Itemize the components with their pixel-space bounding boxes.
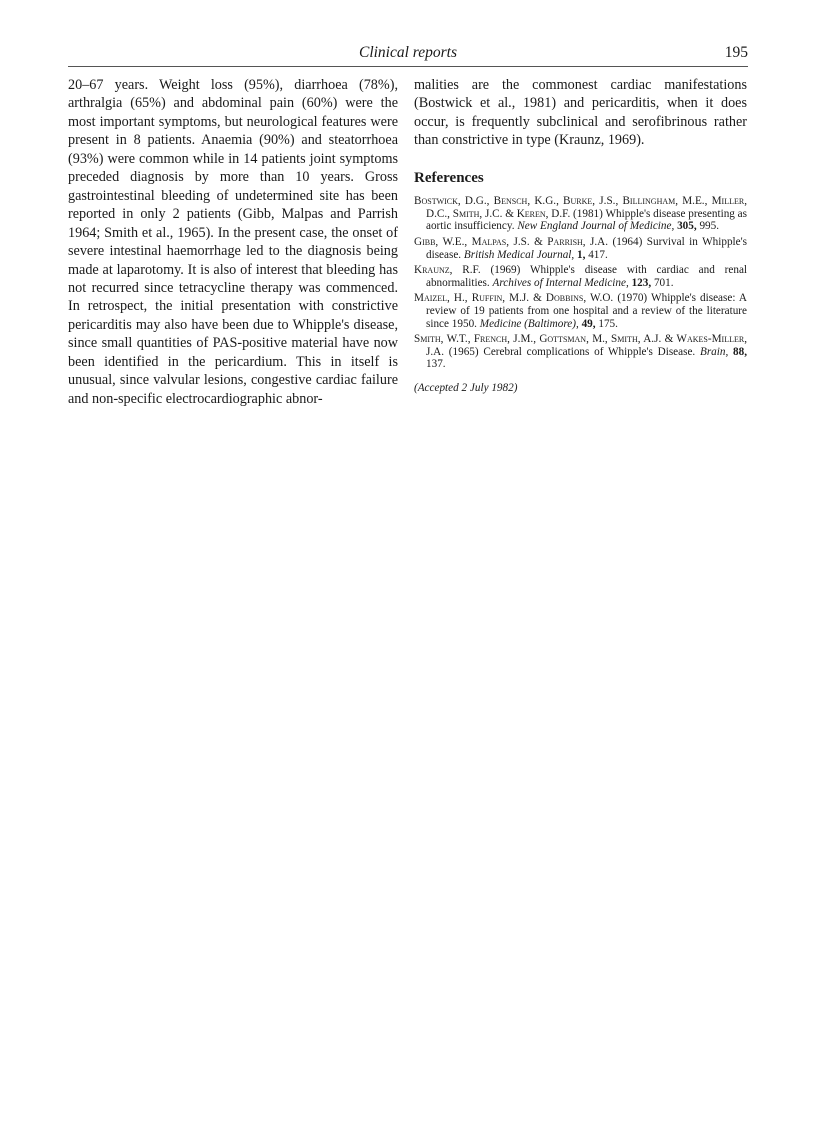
page-number: 195 xyxy=(724,44,748,61)
references-list xyxy=(414,195,747,371)
reference-item: Kraunz, R.F. (1969) Whipple's disease with cardiac and renal abnormalities. Archives of Internal Medicine, 123, 701. xyxy=(414,264,748,289)
reference-item: Smith, W.T., French, J.M., Gottsman, M., Smith, A.J. & Wakes-Miller, J.A. (1965) Cerebral complications of Whipple's Disease. Brain, 88, 137. xyxy=(414,333,747,371)
reference-item: Gibb, W.E., Malpas, J.S. & Parrish, J.A. (1964) Survival in Whipple's disease. British Medical Journal, 1, 417. xyxy=(414,236,747,261)
body-paragraph-right: malities are the commonest cardiac manifestations (Bostwick et al., 1981) and pericarditis, when it does occur, is frequently subclinical and serofibrinous rather than constrictive in type (Kraunz, 1969). xyxy=(414,77,747,149)
references-heading: References xyxy=(414,169,484,186)
running-header xyxy=(68,44,748,68)
left-column xyxy=(68,76,398,408)
header-rule xyxy=(68,66,748,67)
reference-item: Maizel, H., Ruffin, M.J. & Dobbins, W.O. (1970) Whipple's disease: A review of 19 patients from one hospital and a review of the literature since 1950. Medicine (Baltimore), 49, 175. xyxy=(414,292,747,330)
accepted-date: (Accepted 2 July 1982) xyxy=(414,381,518,394)
reference-item: Bostwick, D.G., Bensch, K.G., Burke, J.S., Billingham, M.E., Miller, D.C., Smith, J.C. & Keren, D.F. (1981) Whipple's disease presenting as aortic insufficiency. New England Journal of Medicine, 305, 995. xyxy=(414,195,747,233)
right-column xyxy=(414,76,747,397)
body-paragraph-left: 20–67 years. Weight loss (95%), diarrhoea (78%), arthralgia (65%) and abdominal pain (60%) were the most important symptoms, but neurological features were present in 8 patients. Anaemia (90%) and steatorrhoea (93%) were common while in 14 patients joint symptoms preceded diagnosis by more than 10 years. Gross gastrointestinal bleeding of undetermined site has been reported in only 2 patients (Gibb, Malpas and Parrish 1964; Smith et al., 1965). In the present case, the onset of severe intestinal haemorrhage led to the diagnosis being made at laparotomy. It is also of interest that bleeding has not recurred since tetracycline therapy was commenced. In retrospect, the initial presentation with constrictive pericarditis may also have been due to Whipple's disease, since small quantities of PAS-positive material have now been identified in the pericardium. This in itself is unusual, since valvular lesions, congestive cardiac failure and non-specific electrocardiographic abnor- xyxy=(68,77,398,407)
running-title: Clinical reports xyxy=(358,44,458,61)
